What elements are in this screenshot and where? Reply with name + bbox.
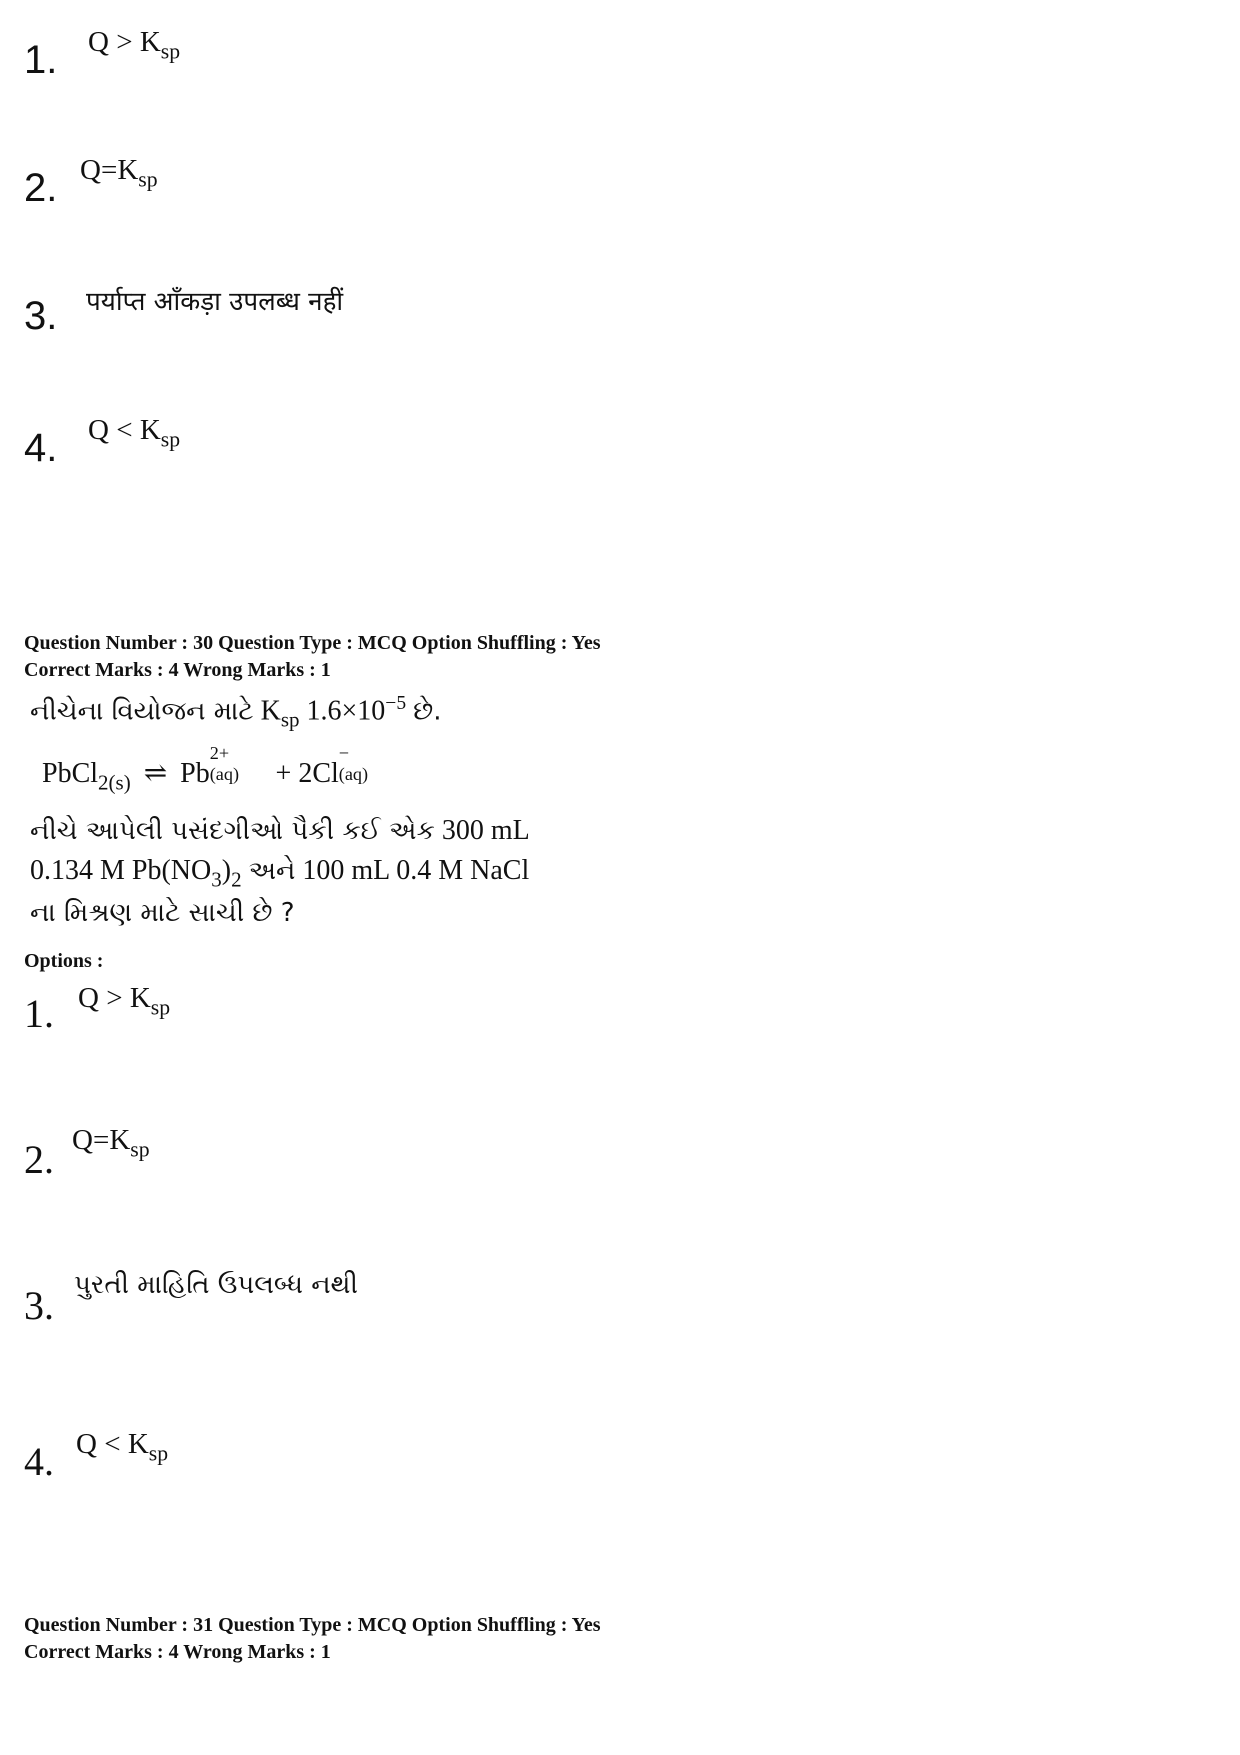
option-formula: $Q < K_{sp}$ [76, 1428, 169, 1466]
option-formula: $Q > K_{sp}$ [88, 26, 181, 64]
option-number: 4. [24, 426, 58, 470]
stem-line-3: નીચે આપેલી પસંદગીઓ પૈકી કઈ એક 300 mL [30, 815, 530, 846]
options-label: Options : [24, 950, 104, 972]
option-number: 3. [24, 294, 58, 338]
option-number: 1. [24, 991, 54, 1036]
option-formula: $Q=K_{sp}$ [72, 1124, 150, 1162]
option-number: 2. [24, 166, 58, 210]
stem-line-5: ના મિશ્રણ માટે સાચી છે ? [30, 898, 295, 928]
option-number: 2. [24, 1137, 54, 1182]
option-formula: $Q < K_{sp}$ [88, 414, 181, 452]
marks-meta-line: Correct Marks : 4 Wrong Marks : 1 [24, 1641, 331, 1663]
option-formula: $Q=K_{sp}$ [80, 154, 158, 192]
question-31-meta [24, 1612, 601, 1666]
option-number: 4. [24, 1439, 54, 1484]
option-number: 3. [24, 1283, 54, 1328]
dissociation-equation: PbCl$_{2(s)}$ ⇌ Pb 2+ (aq) + 2Cl − (aq) [42, 743, 369, 795]
question-meta-line: Question Number : 30 Question Type : MCQ Option Shuffling : Yes [24, 632, 601, 654]
option-text: પુરતી માહિતિ ઉપલબ્ધ નથી [74, 1270, 358, 1300]
option-number: 1. [24, 38, 58, 82]
option-formula: $Q > K_{sp}$ [78, 982, 171, 1020]
stem-line-4: 0.134 M $Pb(NO_3)_2$ અને 100 mL 0.4 M NaCl [30, 855, 530, 892]
question-meta-line: Question Number : 31 Question Type : MCQ Option Shuffling : Yes [24, 1614, 601, 1636]
question-30-meta [24, 630, 601, 684]
stem-line-1: નીચેના વિયોજન માટે $K_{sp}$ $1.6\times 10^{-5}$ છે. [30, 693, 442, 732]
option-text: पर्याप्त आँकड़ा उपलब्ध नहीं [86, 287, 344, 317]
marks-meta-line: Correct Marks : 4 Wrong Marks : 1 [24, 659, 331, 681]
